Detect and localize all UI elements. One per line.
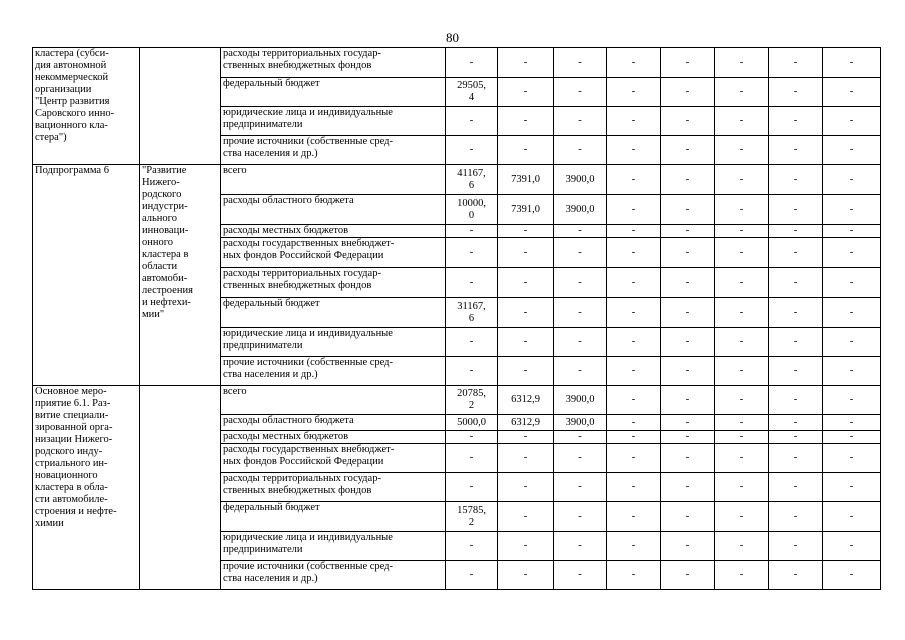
value-cell: 5000,0 xyxy=(446,415,498,431)
value-cell: - xyxy=(446,357,498,386)
funding-source-cell: федеральный бюджет xyxy=(221,78,446,107)
funding-source-cell: прочие источники (собственные сред- ства населения и др.) xyxy=(221,561,446,590)
value-cell: - xyxy=(715,328,769,357)
value-cell: - xyxy=(823,357,881,386)
funding-source-cell: расходы территориальных государ- ственных внебюджетных фондов xyxy=(221,48,446,78)
value-cell: - xyxy=(823,328,881,357)
value-cell: - xyxy=(554,357,607,386)
value-cell: - xyxy=(607,431,661,444)
value-cell: 41167, 6 xyxy=(446,165,498,195)
value-cell: - xyxy=(607,561,661,590)
value-cell: - xyxy=(446,268,498,298)
value-cell: - xyxy=(823,225,881,238)
value-cell: - xyxy=(607,165,661,195)
value-cell: - xyxy=(446,473,498,502)
value-cell: - xyxy=(554,328,607,357)
funding-source-cell: расходы местных бюджетов xyxy=(221,225,446,238)
value-cell: - xyxy=(823,298,881,328)
section-name-cell: кластера (субси- дия автономной некоммерческой организации "Центр развития Саровского инно- вационного кла- стера") xyxy=(33,48,140,165)
value-cell: - xyxy=(446,225,498,238)
funding-source-cell: расходы территориальных государ- ственных внебюджетных фондов xyxy=(221,473,446,502)
value-cell: - xyxy=(661,107,715,136)
value-cell: - xyxy=(498,136,554,165)
value-cell: - xyxy=(715,444,769,473)
value-cell: - xyxy=(554,444,607,473)
value-cell: - xyxy=(661,268,715,298)
section-name-cell: Подпрограмма 6 xyxy=(33,165,140,386)
value-cell: 7391,0 xyxy=(498,195,554,225)
value-cell: - xyxy=(823,195,881,225)
value-cell: - xyxy=(715,473,769,502)
value-cell: - xyxy=(607,415,661,431)
value-cell: - xyxy=(607,444,661,473)
value-cell: - xyxy=(769,502,823,532)
value-cell: - xyxy=(498,473,554,502)
section-name-cell: Основное меро- приятие 6.1. Раз- витие специали- зированной орга- низации Нижего- родского инду- стриального ин- новационного кластера в обла- сти автомобиле- строения и нефте- химии xyxy=(33,386,140,590)
value-cell: - xyxy=(446,238,498,268)
value-cell: 20785, 2 xyxy=(446,386,498,415)
value-cell: - xyxy=(554,561,607,590)
value-cell: - xyxy=(607,502,661,532)
value-cell: - xyxy=(498,78,554,107)
value-cell: - xyxy=(823,48,881,78)
value-cell: - xyxy=(661,561,715,590)
value-cell: - xyxy=(554,48,607,78)
value-cell: - xyxy=(823,415,881,431)
value-cell: - xyxy=(661,48,715,78)
value-cell: - xyxy=(661,502,715,532)
value-cell: - xyxy=(715,225,769,238)
value-cell: - xyxy=(661,298,715,328)
value-cell: 6312,9 xyxy=(498,386,554,415)
funding-source-cell: расходы местных бюджетов xyxy=(221,431,446,444)
value-cell: - xyxy=(498,532,554,561)
value-cell: - xyxy=(607,225,661,238)
value-cell: - xyxy=(661,532,715,561)
value-cell: - xyxy=(661,328,715,357)
value-cell: - xyxy=(498,268,554,298)
value-cell: - xyxy=(715,268,769,298)
value-cell: - xyxy=(498,357,554,386)
table-row xyxy=(33,165,881,195)
funding-source-cell: расходы областного бюджета xyxy=(221,195,446,225)
funding-source-cell: юридические лица и индивидуальные предприниматели xyxy=(221,532,446,561)
value-cell: - xyxy=(823,238,881,268)
value-cell: - xyxy=(769,268,823,298)
value-cell: - xyxy=(823,502,881,532)
funding-source-cell: всего xyxy=(221,165,446,195)
value-cell: - xyxy=(769,225,823,238)
value-cell: - xyxy=(498,48,554,78)
value-cell: - xyxy=(715,532,769,561)
value-cell: - xyxy=(715,48,769,78)
value-cell: - xyxy=(446,532,498,561)
value-cell: - xyxy=(607,268,661,298)
table-body xyxy=(33,48,881,590)
value-cell: - xyxy=(769,165,823,195)
funding-source-cell: прочие источники (собственные сред- ства населения и др.) xyxy=(221,357,446,386)
value-cell: - xyxy=(446,328,498,357)
value-cell: - xyxy=(823,268,881,298)
value-cell: 3900,0 xyxy=(554,386,607,415)
value-cell: - xyxy=(661,136,715,165)
funding-source-cell: расходы территориальных государ- ственных внебюджетных фондов xyxy=(221,268,446,298)
value-cell: - xyxy=(446,107,498,136)
funding-source-cell: всего xyxy=(221,386,446,415)
value-cell: - xyxy=(661,473,715,502)
value-cell: 3900,0 xyxy=(554,165,607,195)
value-cell: - xyxy=(498,444,554,473)
value-cell: - xyxy=(554,502,607,532)
value-cell: - xyxy=(554,78,607,107)
value-cell: - xyxy=(715,502,769,532)
value-cell: 15785, 2 xyxy=(446,502,498,532)
funding-source-cell: расходы областного бюджета xyxy=(221,415,446,431)
value-cell: - xyxy=(715,386,769,415)
value-cell: - xyxy=(661,78,715,107)
section-description-cell xyxy=(140,386,221,590)
value-cell: - xyxy=(554,268,607,298)
value-cell: - xyxy=(769,357,823,386)
value-cell: - xyxy=(607,357,661,386)
value-cell: - xyxy=(607,532,661,561)
value-cell: - xyxy=(715,415,769,431)
value-cell: - xyxy=(823,444,881,473)
value-cell: - xyxy=(769,561,823,590)
value-cell: - xyxy=(607,238,661,268)
funding-source-cell: федеральный бюджет xyxy=(221,298,446,328)
value-cell: - xyxy=(661,195,715,225)
value-cell: - xyxy=(823,78,881,107)
value-cell: - xyxy=(554,473,607,502)
value-cell: - xyxy=(769,328,823,357)
section-description-cell: "Развитие Нижего- родского индустри- ального инноваци- онного кластера в области автомоби- лестроения и нефтехи- мии" xyxy=(140,165,221,386)
value-cell: - xyxy=(498,328,554,357)
value-cell: - xyxy=(823,136,881,165)
value-cell: - xyxy=(769,415,823,431)
value-cell: - xyxy=(498,561,554,590)
value-cell: - xyxy=(769,78,823,107)
value-cell: - xyxy=(498,502,554,532)
table-row xyxy=(33,48,881,78)
value-cell: - xyxy=(715,431,769,444)
value-cell: - xyxy=(607,328,661,357)
value-cell: - xyxy=(715,165,769,195)
value-cell: - xyxy=(823,561,881,590)
value-cell: - xyxy=(769,107,823,136)
value-cell: - xyxy=(607,107,661,136)
value-cell: 6312,9 xyxy=(498,415,554,431)
value-cell: - xyxy=(823,165,881,195)
funding-source-cell: прочие источники (собственные сред- ства населения и др.) xyxy=(221,136,446,165)
section-description-cell xyxy=(140,48,221,165)
value-cell: - xyxy=(769,136,823,165)
funding-source-cell: федеральный бюджет xyxy=(221,502,446,532)
value-cell: 7391,0 xyxy=(498,165,554,195)
value-cell: - xyxy=(661,357,715,386)
budget-table xyxy=(32,47,881,590)
value-cell: - xyxy=(715,195,769,225)
value-cell: - xyxy=(498,431,554,444)
value-cell: - xyxy=(607,78,661,107)
value-cell: - xyxy=(661,238,715,268)
value-cell: - xyxy=(823,473,881,502)
value-cell: - xyxy=(769,473,823,502)
value-cell: - xyxy=(607,195,661,225)
value-cell: - xyxy=(769,444,823,473)
value-cell: - xyxy=(823,386,881,415)
value-cell: - xyxy=(769,431,823,444)
value-cell: - xyxy=(715,357,769,386)
value-cell: - xyxy=(823,431,881,444)
page-number: 80 xyxy=(446,30,459,45)
value-cell: - xyxy=(661,225,715,238)
value-cell: - xyxy=(446,136,498,165)
value-cell: - xyxy=(769,238,823,268)
value-cell: - xyxy=(661,386,715,415)
value-cell: - xyxy=(446,444,498,473)
value-cell: - xyxy=(661,431,715,444)
value-cell: - xyxy=(769,195,823,225)
value-cell: - xyxy=(769,532,823,561)
value-cell: - xyxy=(607,298,661,328)
value-cell: - xyxy=(554,238,607,268)
funding-source-cell: расходы государственных внебюджет- ных фондов Российской Федерации xyxy=(221,444,446,473)
value-cell: - xyxy=(715,78,769,107)
value-cell: - xyxy=(823,532,881,561)
funding-source-cell: юридические лица и индивидуальные предприниматели xyxy=(221,328,446,357)
value-cell: - xyxy=(554,431,607,444)
value-cell: 10000, 0 xyxy=(446,195,498,225)
value-cell: - xyxy=(715,136,769,165)
value-cell: 3900,0 xyxy=(554,415,607,431)
value-cell: - xyxy=(769,48,823,78)
value-cell: - xyxy=(554,532,607,561)
value-cell: - xyxy=(554,298,607,328)
value-cell: - xyxy=(446,431,498,444)
value-cell: - xyxy=(823,107,881,136)
value-cell: - xyxy=(554,107,607,136)
value-cell: 29505, 4 xyxy=(446,78,498,107)
value-cell: - xyxy=(715,561,769,590)
value-cell: - xyxy=(661,415,715,431)
value-cell: - xyxy=(661,444,715,473)
value-cell: - xyxy=(446,48,498,78)
table-row xyxy=(33,386,881,415)
value-cell: - xyxy=(769,298,823,328)
value-cell: - xyxy=(769,386,823,415)
funding-source-cell: юридические лица и индивидуальные предприниматели xyxy=(221,107,446,136)
value-cell: - xyxy=(498,107,554,136)
value-cell: - xyxy=(715,298,769,328)
value-cell: - xyxy=(715,107,769,136)
value-cell: - xyxy=(661,165,715,195)
value-cell: - xyxy=(607,136,661,165)
value-cell: - xyxy=(715,238,769,268)
value-cell: - xyxy=(498,298,554,328)
value-cell: - xyxy=(607,48,661,78)
value-cell: - xyxy=(498,225,554,238)
value-cell: - xyxy=(498,238,554,268)
value-cell: 31167, 6 xyxy=(446,298,498,328)
funding-source-cell: расходы государственных внебюджет- ных фондов Российской Федерации xyxy=(221,238,446,268)
value-cell: - xyxy=(607,473,661,502)
value-cell: - xyxy=(446,561,498,590)
value-cell: 3900,0 xyxy=(554,195,607,225)
value-cell: - xyxy=(607,386,661,415)
value-cell: - xyxy=(554,225,607,238)
value-cell: - xyxy=(554,136,607,165)
